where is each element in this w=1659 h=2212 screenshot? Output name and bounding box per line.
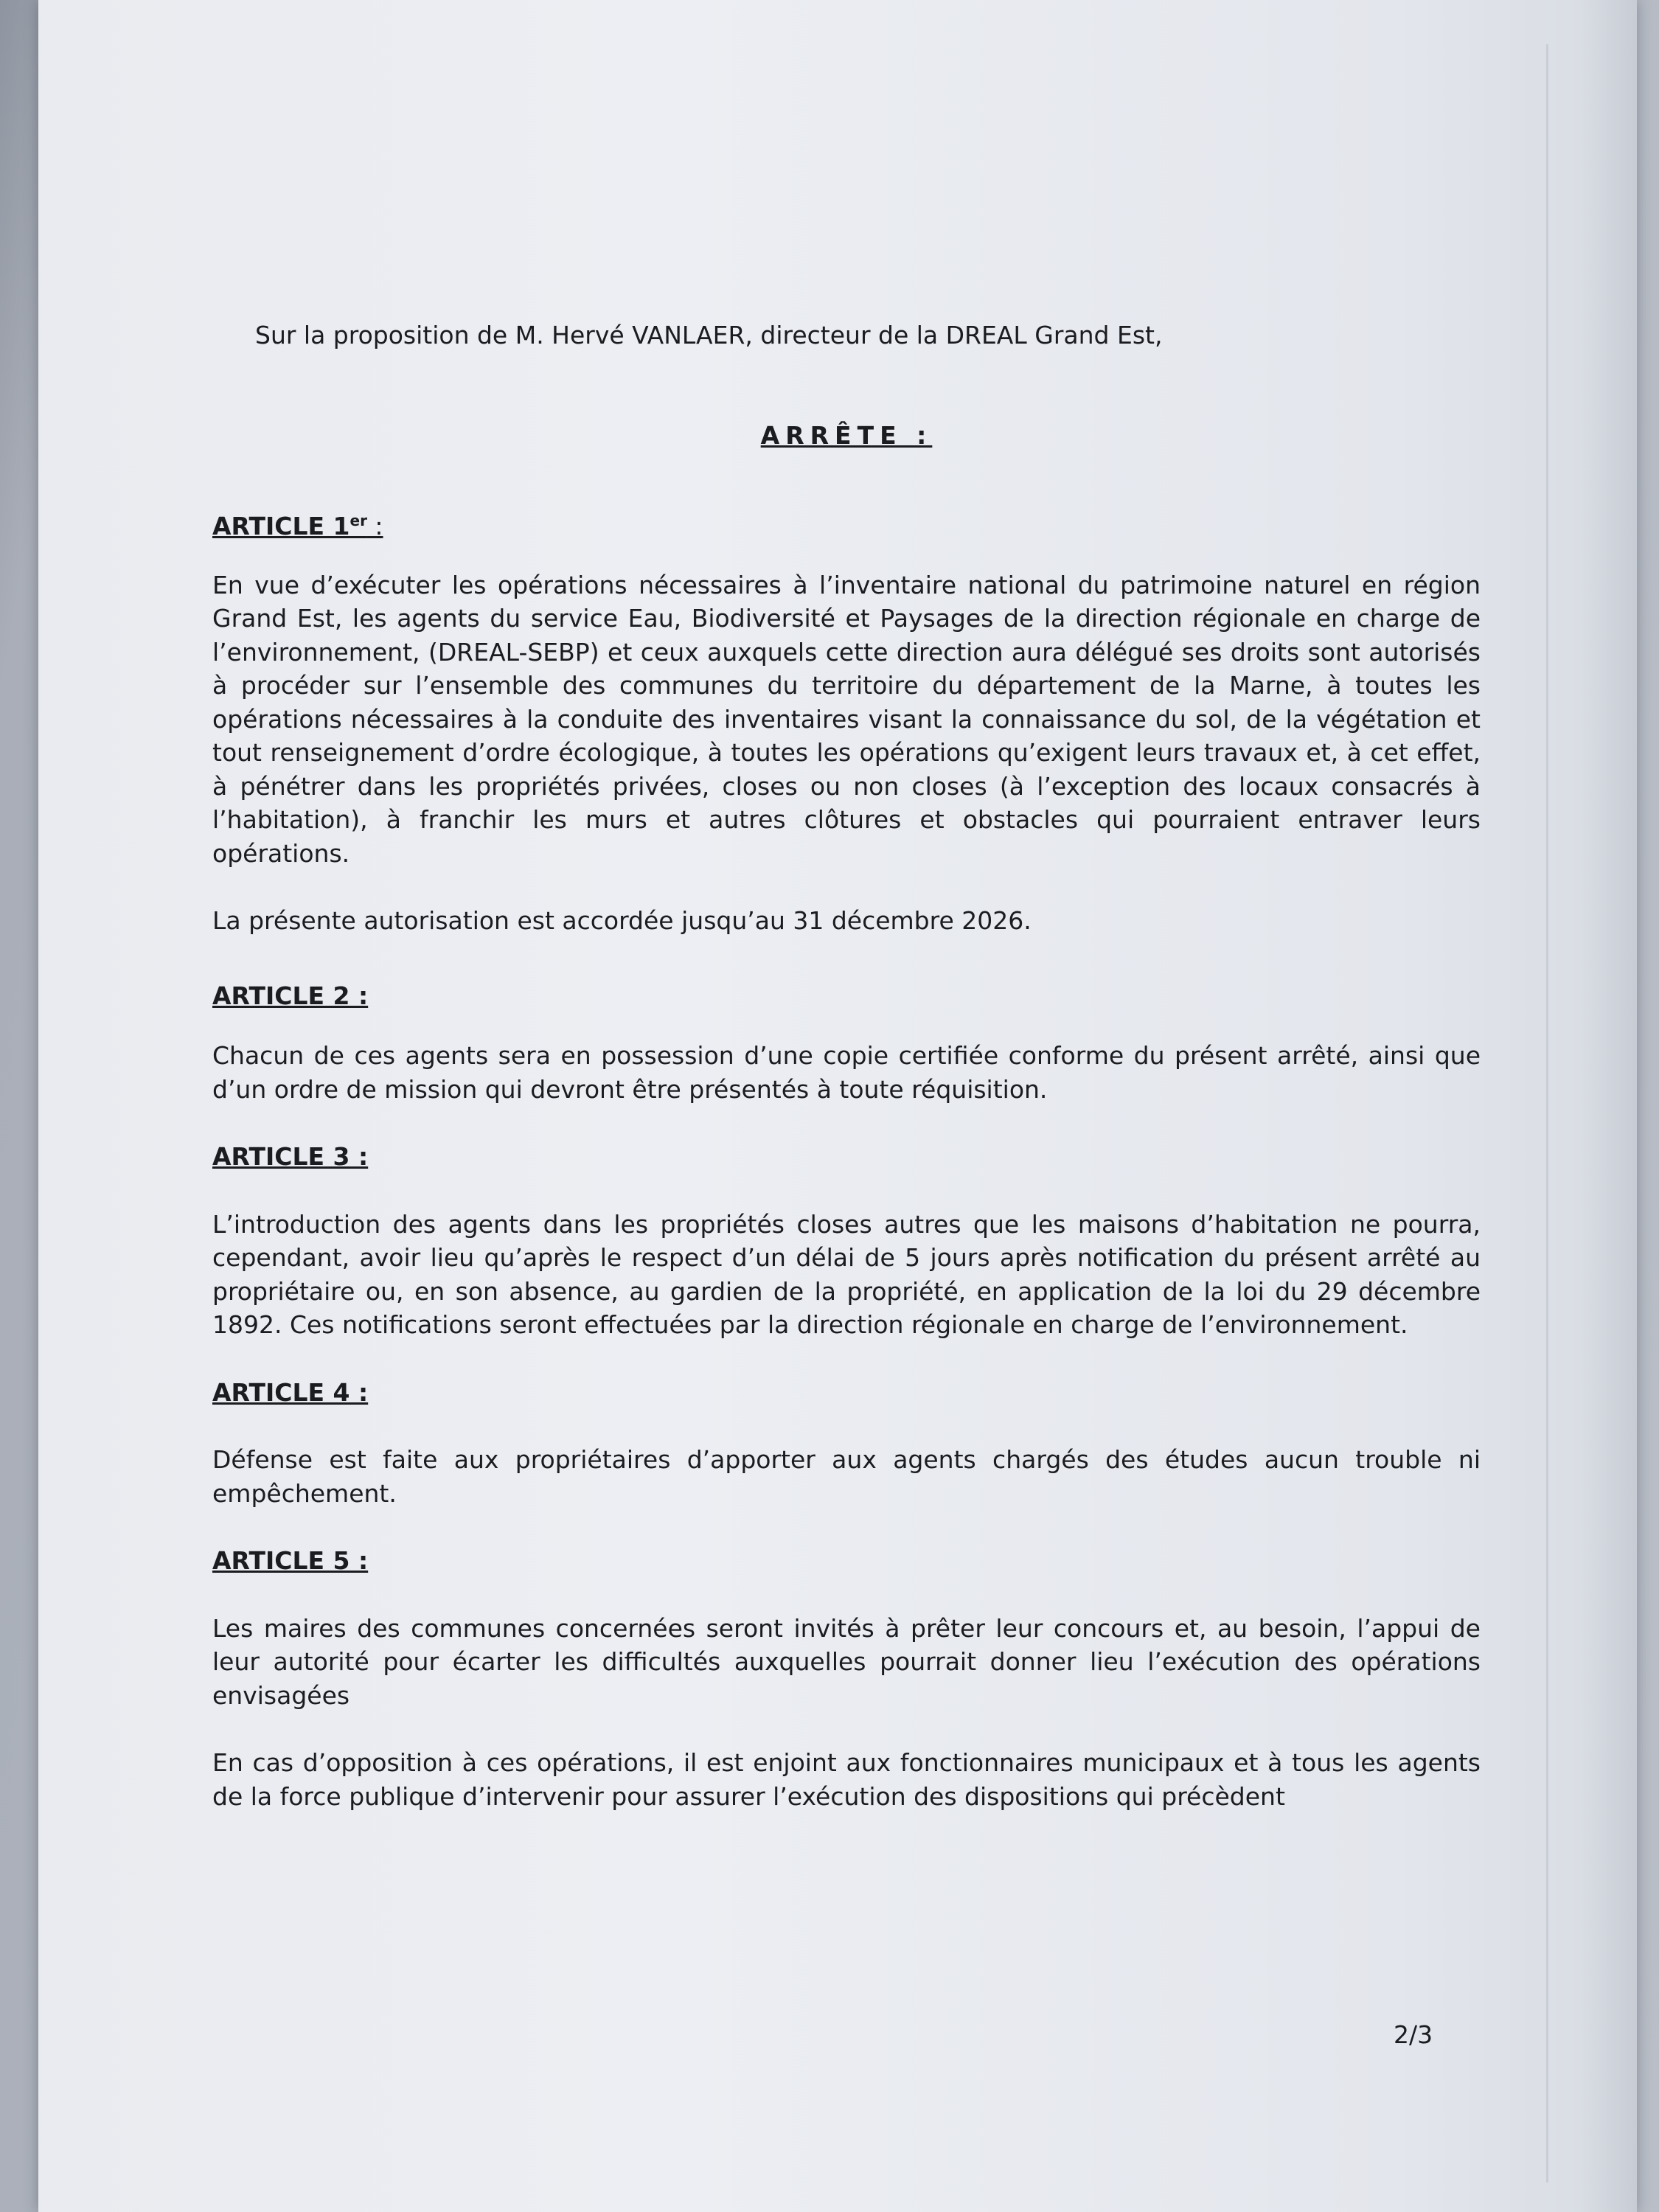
article-1-label: ARTICLE 1 — [212, 512, 350, 540]
decree-title: ARRÊTE : — [760, 420, 933, 450]
article-2-heading: ARTICLE 2 : — [212, 981, 369, 1010]
article-1-superscript: er — [349, 512, 367, 529]
article-2-paragraph-1: Chacun de ces agents sera en possession d’une copie certifiée conforme du présent arrêté, ainsi que d’un ordre de mission qui devront être présentés à toute réquisition. — [212, 1041, 1481, 1104]
article-1-heading — [212, 509, 1481, 543]
document-page — [38, 0, 1637, 2212]
document-body — [212, 310, 1481, 1813]
article-1-paragraph-1: En vue d’exécuter les opérations nécessaires à l’inventaire national du patrimoine naturel en région Grand Est, les agents du service Eau, Biodiversité et Paysages de la direction régionale en charge de l’environnement, (DREAL-SEBP) et ceux auxquels cette direction aura délégué ses droits sont autorisés à procéder sur l’ensemble des communes du territoire du département de la Marne, à toutes les opérations nécessaires à la conduite des inventaires visant la connaissance du sol, de la végétation et tout renseignement d’ordre écologique, à toutes les opérations qu’exigent leurs travaux et, à cet effet, à pénétrer dans les propriétés privées, closes ou non closes (à l’exception des locaux consacrés à l’habitation), à franchir les murs et autres clôtures et obstacles qui pourraient entraver leurs opérations. — [212, 570, 1481, 868]
article-3-heading: ARTICLE 3 : — [212, 1142, 369, 1171]
article-5-paragraph-2: En cas d’opposition à ces opérations, il est enjoint aux fonctionnaires municipaux et à tous les agents de la force publique d’intervenir pour assurer l’exécution des dispositions qui précèdent — [212, 1748, 1481, 1811]
article-4-heading: ARTICLE 4 : — [212, 1377, 369, 1407]
article-5-heading: ARTICLE 5 : — [212, 1546, 369, 1575]
article-4-paragraph-1: Défense est faite aux propriétaires d’apporter aux agents chargés des études aucun trouble ni empêchement. — [212, 1445, 1481, 1508]
article-3-paragraph-1: L’introduction des agents dans les propriétés closes autres que les maisons d’habitation ne pourra, cependant, avoir lieu qu’après le respect d’un délai de 5 jours après notification du présent arrêté au propriétaire ou, en son absence, au gardien de la propriété, en application de la loi du 29 décembre 1892. Ces notifications seront effectuées par la direction régionale en charge de l’environnement. — [212, 1209, 1481, 1339]
article-5-paragraph-1: Les maires des communes concernées seront invités à prêter leur concours et, au besoin, l’appui de leur autorité pour écarter les difficultés auxquelles pourrait donner lieu l’exécution des opérations envisagées — [212, 1613, 1481, 1710]
article-1-paragraph-2: La présente autorisation est accordée jusqu’au 31 décembre 2026. — [212, 906, 1032, 935]
intro-text: Sur la proposition de M. Hervé VANLAER, directeur de la DREAL Grand Est, — [255, 321, 1163, 349]
page-edge-shadow — [1578, 0, 1637, 2212]
page-number: 2/3 — [1394, 2020, 1433, 2049]
paper-crease — [1546, 44, 1548, 2183]
article-1-colon: : — [366, 512, 383, 540]
